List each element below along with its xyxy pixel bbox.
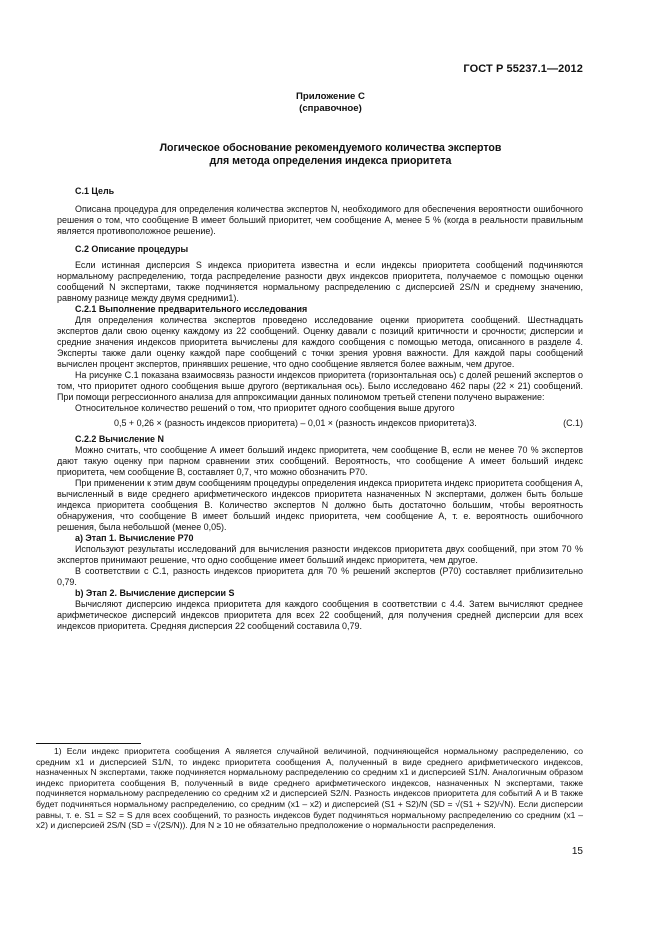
section-title-line2: для метода определения индекса приоритета: [209, 155, 452, 167]
document-id: ГОСТ Р 55237.1—2012: [463, 63, 583, 75]
paragraph-c21-1: Для определения количества экспертов проведено исследование оценки приоритета сообщений. Шестнадцать экспертов дали свою оценку каждому из 22 сообщений. Оценку давали с позиций критичности и срочности; дисперсии и средние значения индексов приоритета вычислены для каждого сообщения с помощью метода, описанного в разделе 4. Эксперты также дали оценку каждой паре сообщений с точки зрения уровня важности. Для каждой пары сообщений вычислен процент экспертов, принявших решение, что одно сообщение является более важным, чем другое.: [57, 315, 583, 369]
heading-c22: С.2.2 Вычисление N: [75, 434, 164, 444]
paragraph-c21-2: На рисунке С.1 показана взаимосвязь разности индексов приоритета (горизонтальная ось) с долей решений экспертов о том, что приоритет одного сообщения выше другого (вертикальная ось). Было исследовано 462 пары (22 × 21) сообщений. При помощи регрессионного анализа для аппроксимации данных полиномом третьей степени получено выражение:: [57, 370, 583, 402]
footnote-separator: [36, 743, 141, 744]
footnote-text: 1) Если индекс приоритета сообщения А является случайной величиной, подчиняющейся нормальному распределению, со средним x1 и дисперсией S1/N, то индекс приоритета сообщения А, полученный в виде среднего арифметического индексов, назначенных N экспертами, также подчиняется нормальному распределению со средним x1 и дисперсией S1/N. Аналогичным образом индекс приоритета сообщения В, полученный в виде среднего арифметического индексов, назначенных N экспертами, также подчиняется нормальному распределению со средним x2 и дисперсией S2/N. Разность индексов приоритета для событий А и В также будет подчиняться нормальному распределению, со средним (x1 – x2) и дисперсией (S1 + S2)/N (SD = √(S1 + S2)/√N). Если дисперсии равны, т. е. S1 = S2 = S для всех сообщений, то разность индексов будет подчиняться нормальному распределению со средним (x1 – x2) и дисперсией 2S/N (SD = √(2S/N)). Для N ≥ 10 не обязательно предположение о нормальности распределения.: [36, 746, 583, 831]
formula-text: 0,5 + 0,26 × (разность индексов приоритета) – 0,01 × (разность индексов приоритета)3.: [114, 418, 477, 428]
paragraph-c2: Если истинная дисперсия S индекса приоритета известна и если индексы приоритета сообщений подчиняются нормальному распределению, тогда распределение разности двух индексов приоритета, получаемое с помощью оценки сообщений N экспертами, также подчиняется нормальному распределению с дисперсией 2S/N и среднему значению, равному разнице между двумя средними1).: [57, 260, 583, 303]
main-body: [57, 186, 583, 632]
footnote: [36, 746, 583, 831]
section-title-line1: Логическое обоснование рекомендуемого количества экспертов: [159, 142, 502, 154]
appendix-status: (справочное): [299, 103, 362, 114]
heading-step-a: а) Этап 1. Вычисление Р70: [75, 533, 194, 543]
paragraph-c1: Описана процедура для определения количества экспертов N, необходимого для обеспечения вероятности ошибочного решения о том, что сообщение В имеет больший приоритет, чем сообщение А, менее 5 % (когда в реальности правильным является противоположное решение).: [57, 204, 583, 236]
heading-step-b: b) Этап 2. Вычисление дисперсии S: [75, 588, 235, 598]
page-number: 15: [571, 846, 583, 857]
formula-c1: [57, 418, 583, 429]
paragraph-step-b-1: Вычисляют дисперсию индекса приоритета для каждого сообщения в соответствии с 4.4. Затем вычисляют среднее арифметическое дисперсий индексов приоритета для всех 22 сообщений, для получения средней дисперсии для всех индексов приоритета. Средняя дисперсия 22 сообщений составила 0,79.: [57, 599, 583, 631]
heading-c21: С.2.1 Выполнение предварительного исследования: [75, 304, 308, 314]
paragraph-c22-1: Можно считать, что сообщение А имеет больший индекс приоритета, чем сообщение В, если не менее 70 % экспертов дают такую оценку при парном сравнении этих сообщений. Вероятность, что сообщение А имеет больший индекс приоритета, чем сообщение В, составляет 0,7, что можно обозначить Р70.: [57, 445, 583, 477]
heading-c2: С.2 Описание процедуры: [75, 244, 189, 254]
appendix-label: Приложение С: [296, 91, 365, 102]
paragraph-step-a-2: В соответствии с С.1, разность индексов приоритета для 70 % решений экспертов (Р70) составляет приблизительно 0,79.: [57, 566, 583, 587]
formula-number: (С.1): [563, 418, 583, 428]
heading-c1: С.1 Цель: [75, 186, 115, 196]
paragraph-step-a-1: Используют результаты исследований для вычисления разности индексов приоритета двух сообщений, при этом 70 % экспертов принимают решение, что одно сообщение имеет больший индекс приоритета, чем другое.: [57, 544, 583, 565]
paragraph-c22-2: При применении к этим двум сообщениям процедуры определения индекса приоритета индекс приоритета сообщения А, вычисленный в виде среднего арифметического индексов приоритета назначенных N экспертами, должен быть больше индекса приоритета сообщения В. Количество экспертов N должно быть достаточно большим, чтобы вероятность обнаружения, что сообщение В имеет больший индекс приоритета, чем сообщение А, т. е. вероятность ошибочного решения, была небольшой (менее 0,05).: [57, 478, 583, 532]
paragraph-c21-3: Относительное количество решений о том, что приоритет одного сообщения выше другого: [75, 403, 455, 413]
